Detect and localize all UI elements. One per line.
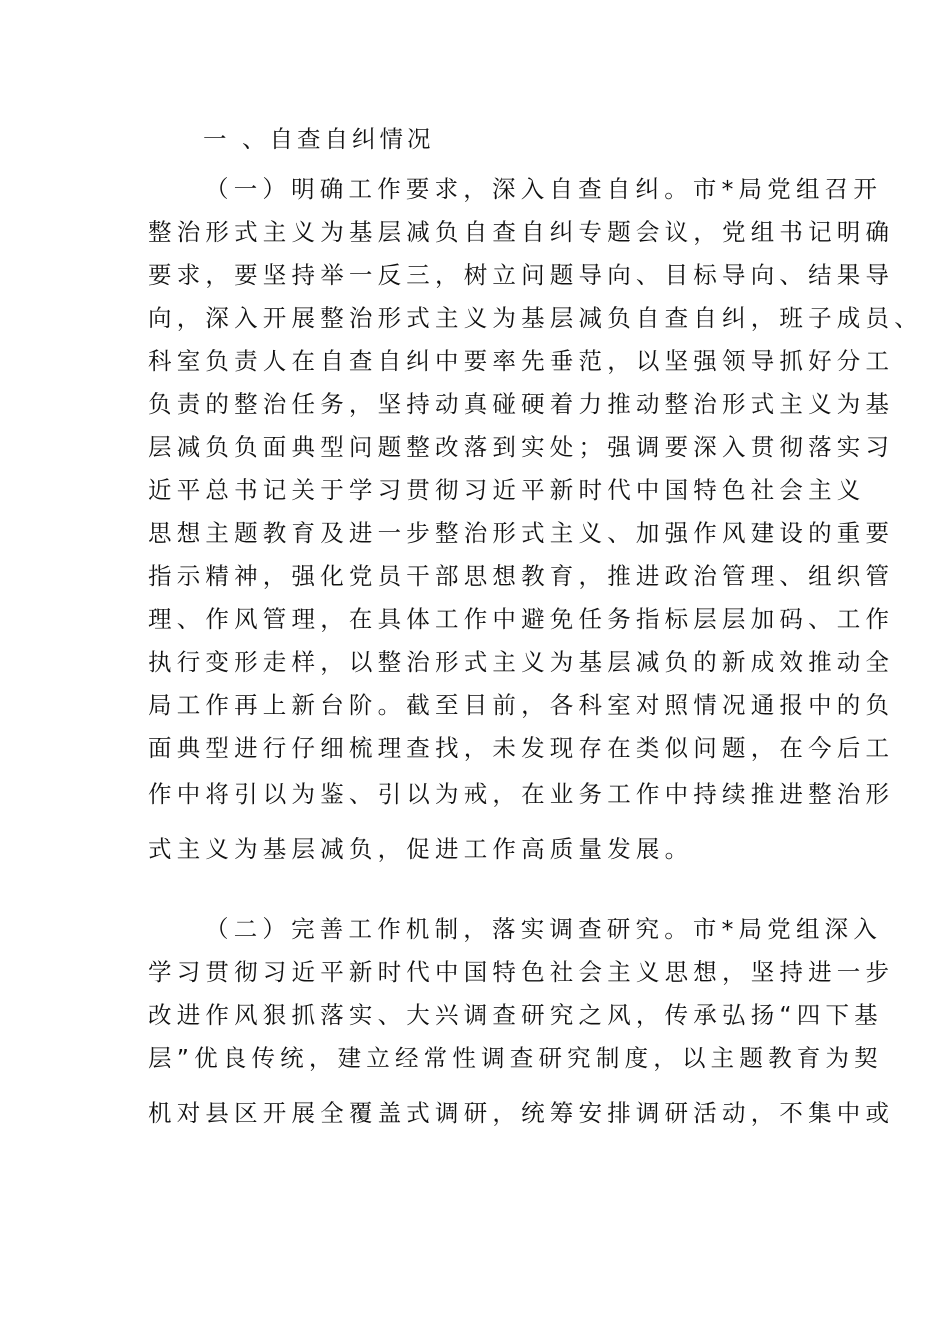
paragraph1-line-1: （一）明确工作要求，深入自查自纠。市*局党组召开: [205, 175, 883, 203]
paragraph1-line-9: 思想主题教育及进一步整治形式主义、加强作风建设的重要: [148, 519, 895, 547]
paragraph1-line-14: 面典型进行仔细梳理查找，未发现存在类似问题，在今后工: [148, 734, 895, 762]
paragraph2-line-2: 学习贯彻习近平新时代中国特色社会主义思想，坚持进一步: [148, 958, 895, 986]
paragraph1-line-4: 向，深入开展整治形式主义为基层减负自查自纠，班子成员、: [148, 304, 923, 332]
paragraph2-line-5: 机对县区开展全覆盖式调研，统筹安排调研活动，不集中或: [148, 1099, 895, 1127]
paragraph2-line-1: （二）完善工作机制，落实调查研究。市*局党组深入: [205, 915, 883, 943]
paragraph1-line-16: 式主义为基层减负，促进工作高质量发展。: [148, 835, 694, 863]
paragraph1-line-13: 局工作再上新台阶。截至目前，各科室对照情况通报中的负: [148, 691, 895, 719]
paragraph1-line-10: 指示精神，强化党员干部思想教育，推进政治管理、组织管: [148, 562, 895, 590]
paragraph1-line-8: 近平总书记关于学习贯彻习近平新时代中国特色社会主义: [148, 476, 866, 504]
paragraph1-line-6: 负责的整治任务，坚持动真碰硬着力推动整治形式主义为基: [148, 390, 895, 418]
paragraph1-line-5: 科室负责人在自查自纠中要率先垂范，以坚强领导抓好分工: [148, 347, 895, 375]
paragraph1-line-11: 理、作风管理，在具体工作中避免任务指标层层加码、工作: [148, 605, 895, 633]
paragraph1-line-3: 要求，要坚持举一反三，树立问题导向、目标导向、结果导: [148, 261, 895, 289]
section-heading: 一 、自查自纠情况: [203, 125, 435, 153]
paragraph1-line-12: 执行变形走样，以整治形式主义为基层减负的新成效推动全: [148, 648, 895, 676]
paragraph1-line-2: 整治形式主义为基层减负自查自纠专题会议，党组书记明确: [148, 218, 895, 246]
paragraph1-line-7: 层减负负面典型问题整改落到实处；强调要深入贯彻落实习: [148, 433, 895, 461]
paragraph1-line-15: 作中将引以为鉴、引以为戒，在业务工作中持续推进整治形: [148, 780, 895, 808]
paragraph2-line-4: 层”优良传统，建立经常性调查研究制度，以主题教育为契: [148, 1044, 883, 1072]
paragraph2-line-3: 改进作风狠抓落实、大兴调查研究之风，传承弘扬“四下基: [148, 1001, 883, 1029]
